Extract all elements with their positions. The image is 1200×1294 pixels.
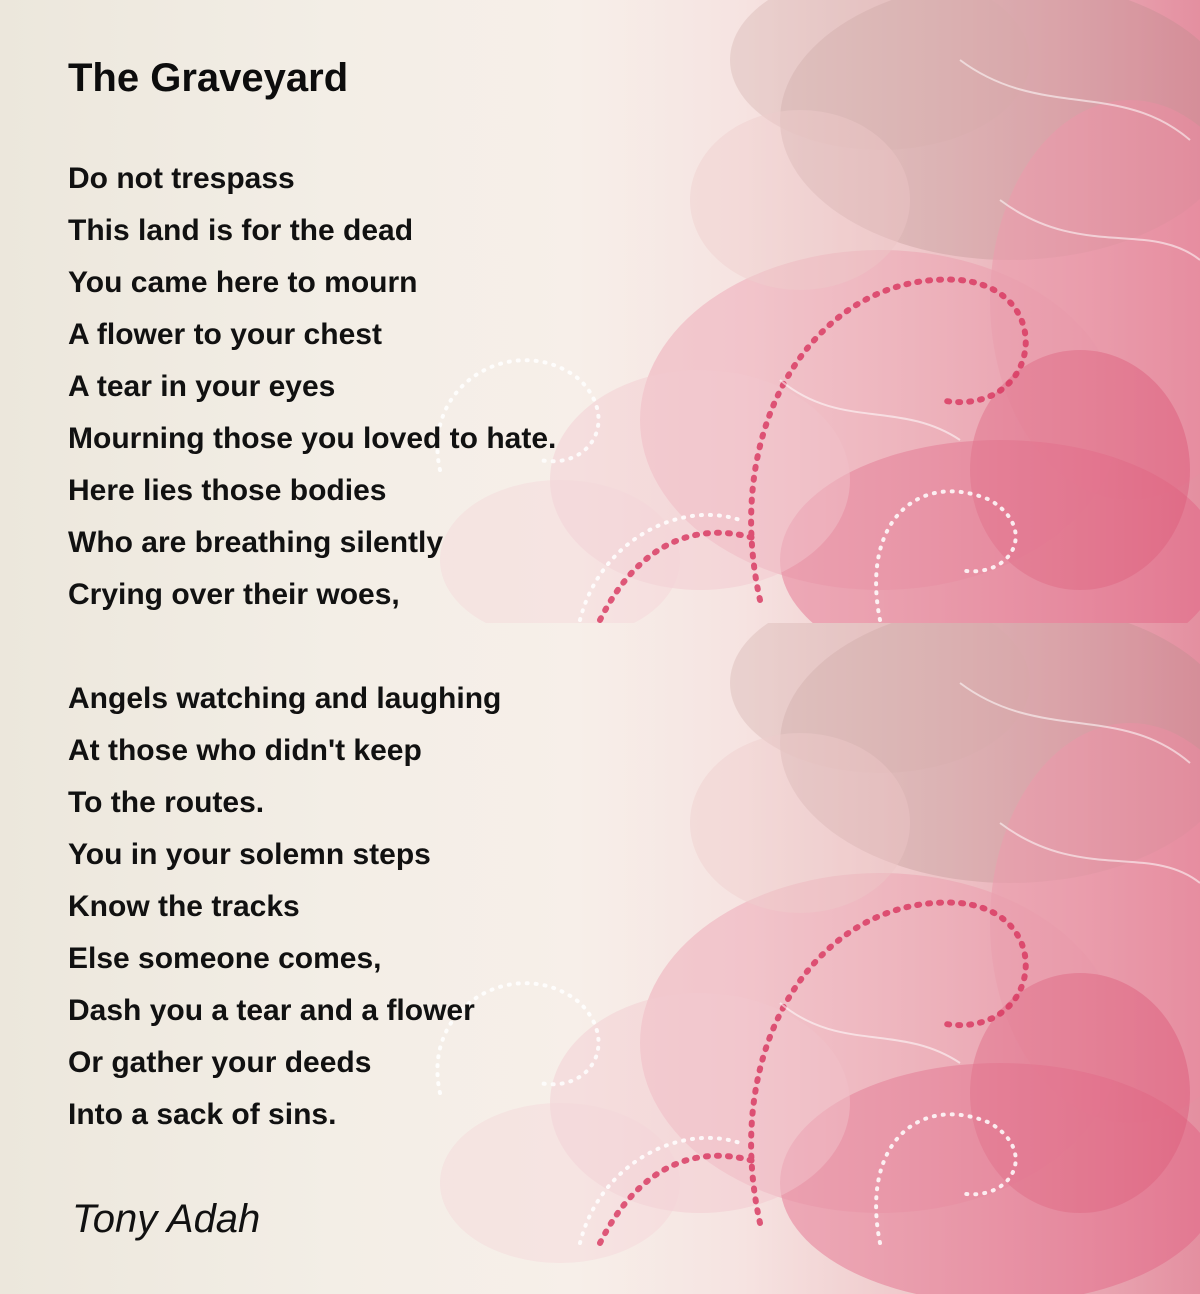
poem-line: A tear in your eyes <box>68 370 336 403</box>
poem-stanza-1 <box>68 153 556 621</box>
poem-line: At those who didn't keep <box>68 734 422 767</box>
poem-line: Else someone comes, <box>68 942 382 975</box>
poem-title: The Graveyard <box>68 56 349 100</box>
poem-line: Do not trespass <box>68 162 295 195</box>
poem-line: Into a sack of sins. <box>68 1098 337 1131</box>
poem-line: You came here to mourn <box>68 266 418 299</box>
poem-line: Crying over their woes, <box>68 578 400 611</box>
poem-line: To the routes. <box>68 786 265 819</box>
poem-author: Tony Adah <box>72 1197 261 1241</box>
poem-line: Dash you a tear and a flower <box>68 994 475 1027</box>
poem-line: Who are breathing silently <box>68 526 444 559</box>
poem-line: Angels watching and laughing <box>68 682 502 715</box>
poem-line: Mourning those you loved to hate. <box>68 422 557 455</box>
poem-line: This land is for the dead <box>68 214 414 247</box>
poem-stanza-2 <box>68 673 501 1141</box>
poem-line: A flower to your chest <box>68 318 382 351</box>
poem-line: Or gather your deeds <box>68 1046 372 1079</box>
poem-line: Here lies those bodies <box>68 474 387 507</box>
poem-line: You in your solemn steps <box>68 838 431 871</box>
poem-line: Know the tracks <box>68 890 300 923</box>
